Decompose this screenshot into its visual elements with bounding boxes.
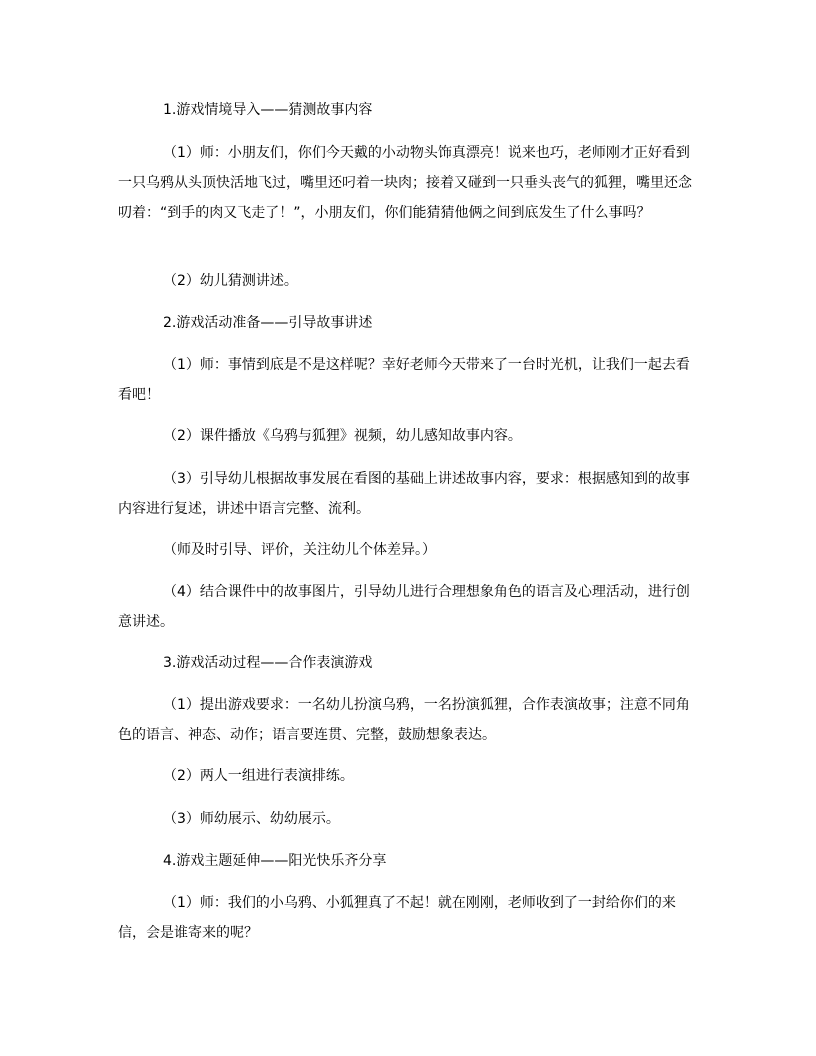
paragraph: （3）引导幼儿根据故事发展在看图的基础上讲述故事内容，要求：根据感知到的故事内容进行复述，讲述中语言完整、流利。 bbox=[118, 471, 690, 517]
paragraph: （师及时引导、评价，关注幼儿个体差异。） bbox=[163, 542, 436, 558]
paragraph: （1）师：事情到底是不是这样呢？幸好老师今天带来了一台时光机，让我们一起去看看吧！ bbox=[118, 357, 690, 403]
paragraph: （2）幼儿猜测讲述。 bbox=[163, 273, 298, 289]
paragraph: （1）提出游戏要求：一名幼儿扮演乌鸦，一名扮演狐狸，合作表演故事；注意不同角色的语言、神态、动作；语言要连贯、完整，鼓励想象表达。 bbox=[118, 697, 690, 743]
section-heading-1: 1.游戏情境导入——猜测故事内容 bbox=[163, 102, 373, 118]
section-heading-2: 2.游戏活动准备——引导故事讲述 bbox=[163, 315, 373, 331]
paragraph: （4）结合课件中的故事图片，引导幼儿进行合理想象角色的语言及心理活动，进行创意讲述。 bbox=[118, 584, 690, 630]
paragraph: （2）课件播放《乌鸦与狐狸》视频，幼儿感知故事内容。 bbox=[163, 428, 522, 444]
paragraph: （2）两人一组进行表演排练。 bbox=[163, 768, 354, 784]
section-heading-3: 3.游戏活动过程——合作表演游戏 bbox=[163, 655, 373, 671]
paragraph: （3）师幼展示、幼幼展示。 bbox=[163, 811, 340, 827]
paragraph: （1）师：我们的小乌鸦、小狐狸真了不起！就在刚刚，老师收到了一封给你们的来信，会是谁寄来的呢？ bbox=[118, 895, 676, 941]
section-heading-4: 4.游戏主题延伸——阳光快乐齐分享 bbox=[163, 853, 387, 869]
paragraph: （1）师：小朋友们，你们今天戴的小动物头饰真漂亮！说来也巧，老师刚才正好看到一只乌鸦从头顶快活地飞过，嘴里还叼着一块肉；接着又碰到一只垂头丧气的狐狸，嘴里还念叨着：“到手的肉又飞走了！”，小朋友们，你们能猜猜他俩之间到底发生了什么事吗？ bbox=[118, 145, 692, 221]
